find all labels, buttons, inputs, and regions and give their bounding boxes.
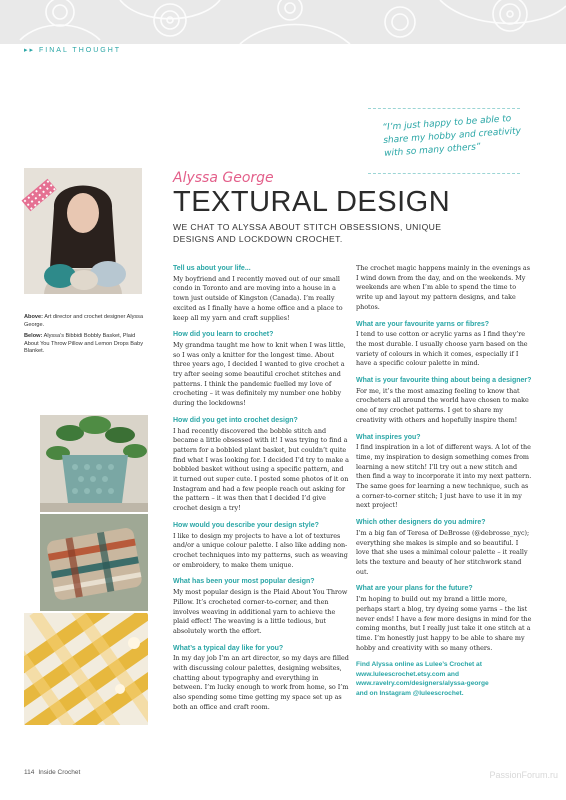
pull-quote: “I’m just happy to be able to share my hobby and creativity with so many others” [382,113,522,159]
answer-text: My boyfriend and I recently moved out of our small condo in Toronto and are moving into a house in a town just outside of Kingston (Canada). I’m really excited as I finally have a home office and a place to keep all my yarn and craft supplies! [173,274,343,322]
basket-photo [40,415,148,512]
question-heading: Which other designers do you admire? [356,519,486,527]
question-heading: What has been your most popular design? [173,578,315,586]
page-number: 114 [24,769,35,776]
caption-above [24,314,146,329]
question-heading: How did you get into crochet design? [173,416,298,424]
author-name: Alyssa George [173,170,274,186]
question-heading: What is your favourite thing about being a designer? [356,377,532,385]
caption-above-label: Above: [24,314,43,320]
question-heading: What’s a typical day like for you? [173,644,284,652]
question-heading: What are your favourite yarns or fibres? [356,320,490,328]
answer-text: For me, it’s the most amazing feeling to know that crocheters all around the world have chosen to make one of my crochet patterns. I get to share my creativity with others and hopefully inspire them! [356,386,529,424]
caption-below-text: Alyssa’s Bibbidi Bobbly Basket, Plaid About You Throw Pillow and Lemon Drops Baby Blanket. [24,333,143,355]
pillow-photo [40,514,148,611]
section-label [24,46,121,54]
double-arrow-icon: ▸▸ [24,47,36,54]
ravelry-link[interactable]: www.ravelry.com/designers/alyssa-george [356,680,489,688]
page-footer [24,769,80,776]
lace-pattern [0,0,566,44]
question-heading: What inspires you? [356,433,421,441]
answer-text: I find inspiration in a lot of different ways. A lot of the time, my inspiration to design something comes from learning a new stitch! I’ll try out a new stitch and then find a way to incorporate it into my next pattern. The same goes for learning a new technique, such as a corner-to-corner stitch; I just have to use it in my next project! [356,443,532,510]
page-title: TEXTURAL DESIGN [173,186,451,218]
lace-header-decoration [0,0,566,44]
instagram-line: and on Instagram @luleescrochet. [356,689,464,697]
question-heading: How did you learn to crochet? [173,331,274,339]
section-label-text: FINAL THOUGHT [39,47,122,54]
answer-text: I like to design my projects to have a lot of textures and/or a unique colour palette. I also like adding non-crochet techniques into my patterns, such as weaving or embroidery, to make them unique. [173,531,348,569]
caption-below [24,333,146,356]
article-column-2 [356,264,532,698]
site-watermark: PassionForum.ru [489,770,558,780]
answer-text: I tend to use cotton or acrylic yarns as I find they’re the most durable. I usually choose yarn based on the variety of colours in which it comes, especially if I have a specific colour palette in mind. [356,330,528,368]
find-online-block [356,660,532,698]
answer-text: In my day job I’m an art director, so my days are filled with discussing colour palettes, designing websites, chatting about typography and everything in between. I’m lucky enough to work from home, so I’m also spending some time getting my space set up as both an office and craft room. [173,654,349,711]
etsy-link[interactable]: www.luleescrochet.etsy.com and [356,670,459,678]
answer-text: I’m a big fan of Teresa of DeBrosse (@debrosse_nyc); everything she makes is simple and so beautiful. I love that she uses a minimal colour palette – it really lets the texture and beauty of her stitchwork stand out. [356,528,530,576]
question-heading: How would you describe your design style? [173,521,319,529]
answer-text: The crochet magic happens mainly in the evenings as I wind down from the day, and on the weekends. My weekends are when I’m able to spend the time to write up and layout my pattern designs, and take photos. [356,264,531,311]
question-heading: What are your plans for the future? [356,585,473,593]
article-deck: WE CHAT TO ALYSSA ABOUT STITCH OBSESSIONS, UNIQUE DESIGNS AND LOCKDOWN CROCHET. [173,222,442,244]
blanket-photo [24,613,148,725]
answer-text: I had recently discovered the bobble stitch and became a little obsessed with it! I was trying to find a pattern for a bobbled plant basket, but couldn’t quite find what I was looking for. I decided I’d try to make a bobbled basket without using a specific pattern, and it turned out super cute. I posted some photos of it on Instagram and had a few people reach out asking for the pattern – it was then that I decided I’d give crochet design a try! [173,426,349,513]
question-heading: Tell us about your life... [173,265,251,272]
answer-text: I’m hoping to build out my brand a little more, perhaps start a blog, try dyeing some yarns – the list never ends! I have a few more designs in mind for the coming months, but I really just take it one stitch at a time. I’m honestly just happy to be able to share my hobby and creativity with so many others. [356,595,532,652]
caption-above-text: Art director and crochet designer Alyssa George. [24,314,144,328]
find-online-intro: Find Alyssa online as Lulee’s Crochet at [356,661,482,669]
answer-text: My grandma taught me how to knit when I was little, so I was only a knitter for the longest time. About three years ago, I decided I wanted to give crochet a try after seeing some beautiful crochet stitches and patterns. I think the pandemic fuelled my love of crocheting – it was definitely my number one hobby during the lockdowns! [173,340,346,408]
article-column-1 [173,264,349,720]
caption-below-label: Below: [24,333,43,339]
answer-text: My most popular design is the Plaid About You Throw Pillow. It’s crocheted corner-to-corner, and then involves weaving in additional yarn to achieve the plaid effect! The weaving is a little tedious, but absolutely worth the effort. [173,588,348,635]
magazine-name: Inside Crochet [38,769,81,776]
